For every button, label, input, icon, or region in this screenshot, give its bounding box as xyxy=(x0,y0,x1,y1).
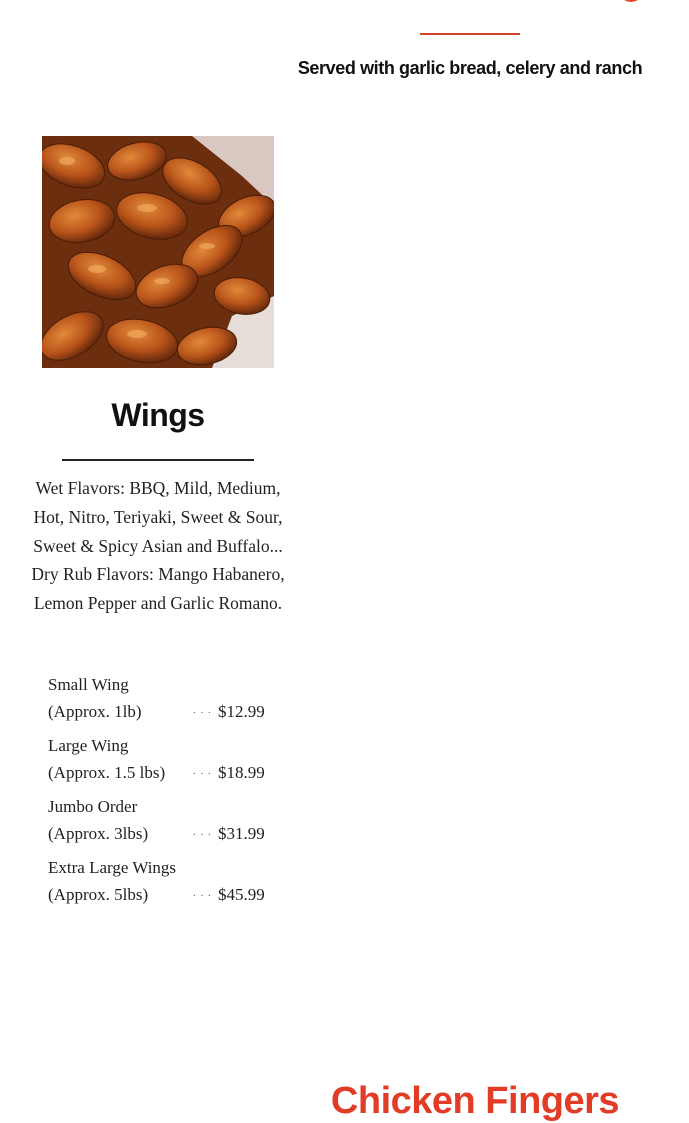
price-item-extra-large-wings xyxy=(48,855,278,916)
item-price: $31.99 xyxy=(218,824,265,843)
item-dots: . . . xyxy=(193,704,212,716)
item-name: Small Wing xyxy=(48,675,129,694)
item-dots: . . . xyxy=(193,887,212,899)
price-item-large-wing xyxy=(48,733,278,794)
item-dots: . . . xyxy=(193,826,212,838)
top-divider xyxy=(420,33,520,35)
price-item-small-wing xyxy=(48,672,278,733)
item-approx: (Approx. 1lb) xyxy=(48,702,142,721)
top-red-ornament xyxy=(619,0,643,2)
item-approx: (Approx. 5lbs) xyxy=(48,885,149,904)
wings-flavors xyxy=(24,474,292,618)
chicken-fingers-title: Chicken Fingers xyxy=(330,1080,620,1122)
item-name: Jumbo Order xyxy=(48,797,138,816)
price-item-jumbo-order xyxy=(48,794,278,855)
item-name: Large Wing xyxy=(48,736,129,755)
item-price: $18.99 xyxy=(218,763,265,782)
item-name: Extra Large Wings xyxy=(48,858,177,877)
wings-price-list xyxy=(48,672,278,916)
item-dots: . . . xyxy=(193,765,212,777)
item-approx: (Approx. 3lbs) xyxy=(48,824,149,843)
wings-photo-illustration xyxy=(42,136,274,368)
wings-title: Wings xyxy=(111,397,205,433)
served-with-note: Served with garlic bread, celery and ranch xyxy=(297,58,643,78)
wings-divider xyxy=(62,459,254,461)
item-price: $12.99 xyxy=(218,702,265,721)
item-price: $45.99 xyxy=(218,885,265,904)
item-approx: (Approx. 1.5 lbs) xyxy=(48,763,166,782)
wings-image xyxy=(42,136,274,368)
dry-rub-flavors-text: Dry Rub Flavors: Mango Habanero, Lemon Pepper and Garlic Romano. xyxy=(31,564,285,614)
wet-flavors-text: Wet Flavors: BBQ, Mild, Medium, Hot, Nitro, Teriyaki, Sweet & Sour, Sweet & Spicy Asian and Buffalo... xyxy=(33,478,283,556)
